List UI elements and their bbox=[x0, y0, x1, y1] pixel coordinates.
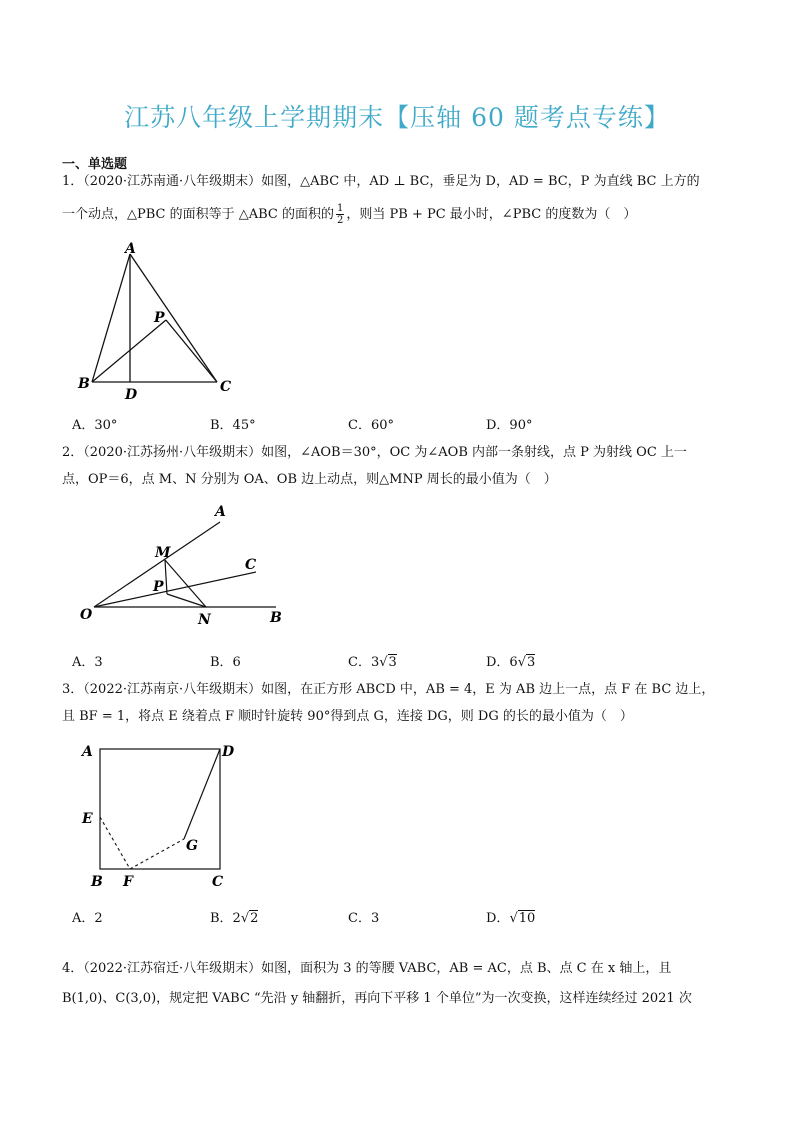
q1-line-2a: 一个动点，△PBC 的面积等于 △ABC 的面积的 bbox=[62, 207, 335, 222]
q2-choice-d-coef: D．6 bbox=[486, 655, 518, 670]
q3-choice-d-radicand: 10 bbox=[518, 911, 536, 926]
q2-ray-oc bbox=[94, 572, 256, 607]
q3-choice-a[interactable]: A．2 bbox=[72, 911, 103, 926]
q2-choice-c-radicand: 3 bbox=[388, 655, 397, 670]
q2-choice-b[interactable]: B．6 bbox=[210, 655, 241, 670]
q3-figure bbox=[78, 738, 248, 893]
q1-choice-d[interactable]: D．90° bbox=[486, 418, 533, 433]
q3-segment-ef bbox=[100, 817, 130, 869]
q4-line-1: 4．（2022·江苏宿迁·八年级期末）如图，面积为 3 的等腰 VABC，AB = AC，点 B、点 C 在 x 轴上，且 bbox=[62, 961, 672, 976]
q1-frac-num: 1 bbox=[337, 203, 344, 214]
q2-label-n: N bbox=[198, 612, 211, 628]
q2-label-o: O bbox=[80, 607, 93, 623]
q1-label-a: A bbox=[125, 241, 136, 257]
q2-segment-mp bbox=[165, 560, 167, 594]
q2-choice-c[interactable]: C．3√3 bbox=[348, 655, 397, 670]
q3-segment-dg bbox=[184, 749, 220, 839]
q2-line-2: 点，OP＝6，点 M、N 分别为 OA、OB 边上动点，则△MNP 周长的最小值为（ ） bbox=[62, 472, 557, 487]
q3-square-abcd bbox=[100, 749, 220, 869]
q2-figure bbox=[78, 500, 293, 632]
q2-label-p: P bbox=[153, 579, 164, 595]
q2-label-a: A bbox=[215, 504, 226, 520]
q1-line-2 bbox=[62, 203, 732, 226]
q1-line-1: 1．（2020·江苏南通·八年级期末）如图，△ABC 中，AD ⊥ BC，垂足为 D，AD = BC，P 为直线 BC 上方的 bbox=[62, 174, 700, 189]
q1-segment-bp bbox=[92, 320, 166, 382]
q1-line-2b: ，则当 PB + PC 最小时，∠PBC 的度数为（ ） bbox=[346, 207, 637, 222]
q1-choice-a[interactable]: A．30° bbox=[72, 418, 118, 433]
q1-segment-ac bbox=[130, 254, 217, 382]
q1-figure bbox=[74, 238, 244, 403]
q2-label-m: M bbox=[155, 545, 171, 561]
q3-label-g: G bbox=[186, 838, 198, 854]
q3-choice-b[interactable]: B．2√2 bbox=[210, 911, 259, 926]
q2-choice-a[interactable]: A．3 bbox=[72, 655, 103, 670]
q2-choice-d[interactable]: D．6√3 bbox=[486, 655, 536, 670]
q1-label-p: P bbox=[154, 310, 165, 326]
q1-choice-c[interactable]: C．60° bbox=[348, 418, 394, 433]
q1-label-b: B bbox=[78, 376, 90, 392]
q3-label-e: E bbox=[82, 811, 93, 827]
q2-line-1: 2．（2020·江苏扬州·八年级期末）如图，∠AOB＝30°，OC 为∠AOB 内部一条射线，点 P 为射线 OC 上一 bbox=[62, 445, 687, 460]
q1-choice-b[interactable]: B．45° bbox=[210, 418, 256, 433]
q1-fraction bbox=[336, 203, 344, 226]
q3-line-1: 3．（2022·江苏南京·八年级期末）如图，在正方形 ABCD 中，AB = 4，E 为 AB 边上一点，点 F 在 BC 边上， bbox=[62, 682, 715, 697]
q3-label-a: A bbox=[82, 744, 93, 760]
q1-frac-den: 2 bbox=[337, 215, 344, 226]
q2-label-b: B bbox=[270, 610, 282, 626]
q3-choice-b-coef: B．2 bbox=[210, 911, 241, 926]
q1-segment-ab bbox=[92, 254, 130, 382]
q3-choice-c[interactable]: C．3 bbox=[348, 911, 380, 926]
q3-label-c: C bbox=[212, 874, 224, 890]
q4-line-2: B(1,0)、C(3,0)，规定把 VABC “先沿 y 轴翻折，再向下平移 1 个单位”为一次变换，这样连续经过 2021 次 bbox=[62, 991, 692, 1006]
q2-label-c: C bbox=[245, 557, 257, 573]
q1-label-d: D bbox=[125, 387, 138, 403]
q2-choice-c-coef: C．3 bbox=[348, 655, 380, 670]
q1-segment-pc bbox=[166, 320, 217, 382]
q3-line-2: 且 BF = 1，将点 E 绕着点 F 顺时针旋转 90°得到点 G，连接 DG，则 DG 的长的最小值为（ ） bbox=[62, 709, 633, 724]
q3-choice-b-radicand: 2 bbox=[250, 911, 259, 926]
q3-choice-d[interactable]: D．√10 bbox=[486, 911, 536, 926]
q3-segment-fg bbox=[130, 839, 184, 869]
section-heading: 一、单选题 bbox=[62, 157, 128, 172]
q3-label-d: D bbox=[222, 744, 235, 760]
page-title: 江苏八年级上学期期末【压轴 60 题考点专练】 bbox=[124, 103, 670, 132]
q3-label-f: F bbox=[123, 874, 133, 890]
q1-label-c: C bbox=[220, 379, 232, 395]
q3-label-b: B bbox=[91, 874, 103, 890]
q3-choice-d-prefix: D． bbox=[486, 911, 510, 926]
q2-choice-d-radicand: 3 bbox=[527, 655, 536, 670]
